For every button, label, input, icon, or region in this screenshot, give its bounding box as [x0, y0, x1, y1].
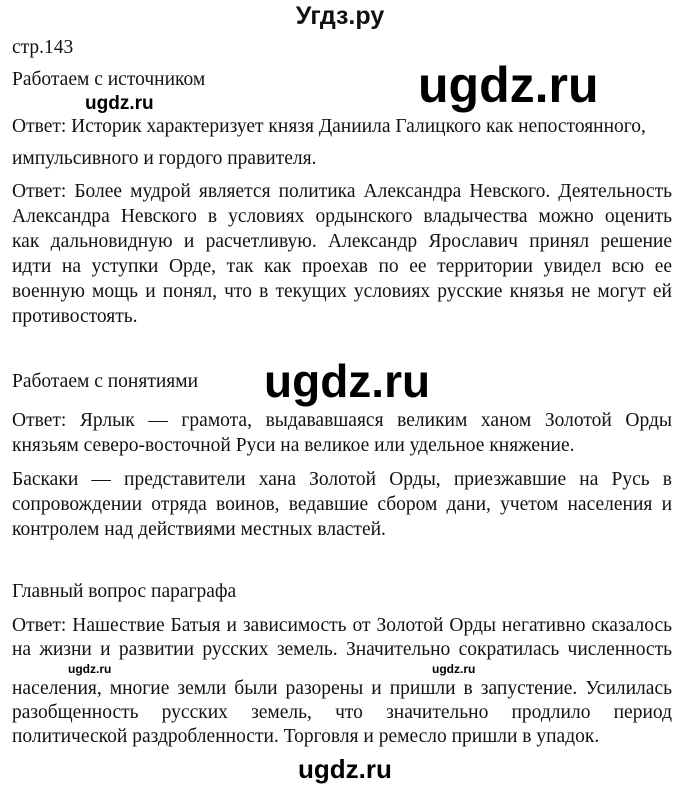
watermark: ugdz.ru — [85, 93, 154, 114]
watermark: ugdz.ru — [298, 754, 392, 784]
answer-line: Баскаки — представители хана Золотой Орды, приезжавшие на Русь в — [12, 469, 672, 490]
answer-line: противостоять. — [12, 306, 138, 327]
page-number: стр.143 — [12, 37, 74, 58]
answer-line: как дальновидную и расчетливую. Александр Ярославич принял решение — [12, 231, 672, 252]
answer-line: политической раздробленности. Торговля и ремесло пришли в упадок. — [12, 726, 600, 747]
answer-line: населения, многие земли были разорены и пришли в запустение. Усилилась — [12, 678, 672, 699]
answer-line: импульсивного и гордого правителя. — [12, 148, 317, 169]
section-heading: Работаем с источником — [12, 69, 206, 90]
answer-line: сопровождении отряда воинов, ведавшие сбором дани, учетом населения и — [12, 494, 672, 515]
answer-line: Ответ: Историк характеризует князя Даниила Галицкого как непостоянного, — [12, 116, 646, 137]
answer-line: идти на уступки Орде, так как проехав по ее территории увидел всю ее — [12, 256, 672, 277]
answer-line: Ответ: Нашествие Батыя и зависимость от Золотой Орды негативно сказалось — [12, 615, 672, 636]
answer-line: контролем над действиями местных властей. — [12, 519, 386, 540]
answer-line: военную мощь и понял, что в текущих условиях русские князья не могут ей — [12, 281, 672, 302]
answer-line: князьям северо-восточной Руси на великое или удельное княжение. — [12, 435, 575, 456]
answer-line: разобщенность русских земель, что значительно продлило период — [12, 702, 672, 723]
answer-line: Ответ: Более мудрой является политика Александра Невского. Деятельность — [12, 181, 672, 202]
watermark: ugdz.ru — [432, 662, 476, 676]
watermark: ugdz.ru — [264, 355, 431, 407]
watermark: ugdz.ru — [418, 57, 599, 113]
watermark: ugdz.ru — [68, 662, 112, 676]
answer-line: Александра Невского в условиях ордынского владычества можно оценить — [12, 206, 672, 227]
answer-line: на жизни и развитии русских земель. Значительно сократилась численность — [12, 639, 672, 660]
answer-line: Ответ: Ярлык — грамота, выдававшаяся великим ханом Золотой Орды — [12, 410, 672, 431]
site-title: Угдз.ру — [295, 2, 385, 30]
section-heading: Главный вопрос параграфа — [12, 581, 237, 602]
section-heading: Работаем с понятиями — [12, 371, 199, 392]
